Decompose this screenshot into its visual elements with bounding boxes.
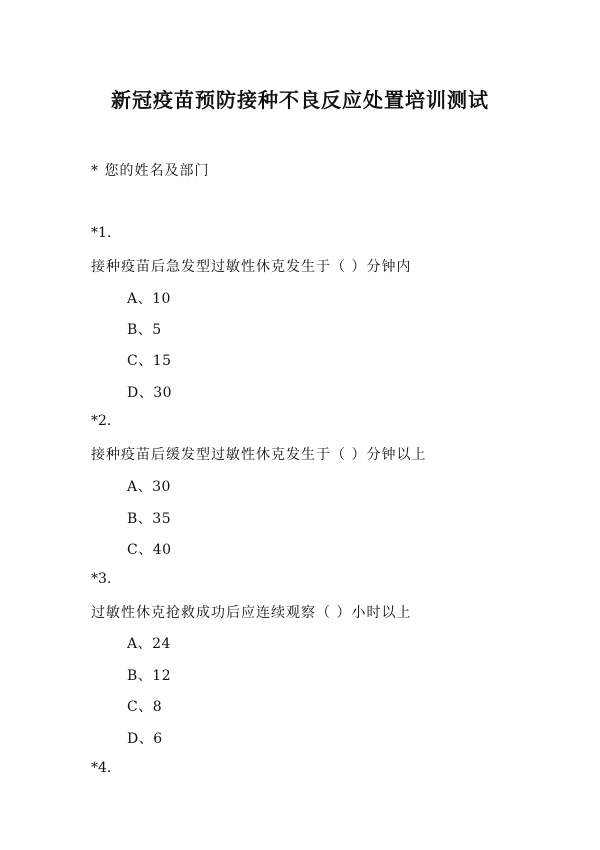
question-1-text: 接种疫苗后急发型过敏性休克发生于（ ）分钟内 — [91, 259, 412, 275]
question-3-option-c[interactable]: C、8 — [127, 699, 163, 715]
question-3-number: *3. — [91, 571, 112, 587]
name-department-field-label: * 您的姓名及部门 — [91, 163, 210, 179]
question-3-option-b[interactable]: B、12 — [127, 668, 172, 684]
question-1-option-d[interactable]: D、30 — [127, 385, 173, 401]
question-1-option-c[interactable]: C、15 — [127, 353, 172, 369]
question-2-text: 接种疫苗后缓发型过敏性休克发生于（ ）分钟以上 — [91, 447, 427, 463]
question-2-option-c[interactable]: C、40 — [127, 542, 172, 558]
question-4-number: *4. — [91, 760, 112, 776]
question-2-option-a[interactable]: A、30 — [127, 479, 171, 495]
question-3-option-d[interactable]: D、6 — [127, 731, 163, 747]
question-3-option-a[interactable]: A、24 — [127, 636, 171, 652]
question-1-option-b[interactable]: B、5 — [127, 322, 162, 338]
question-1-number: *1. — [91, 225, 112, 241]
question-3-text: 过敏性休克抢救成功后应连续观察（ ）小时以上 — [91, 605, 412, 621]
question-1-option-a[interactable]: A、10 — [127, 291, 171, 307]
question-2-option-b[interactable]: B、35 — [127, 511, 172, 527]
document-title: 新冠疫苗预防接种不良反应处置培训测试 — [111, 88, 489, 112]
question-2-number: *2. — [91, 413, 112, 429]
